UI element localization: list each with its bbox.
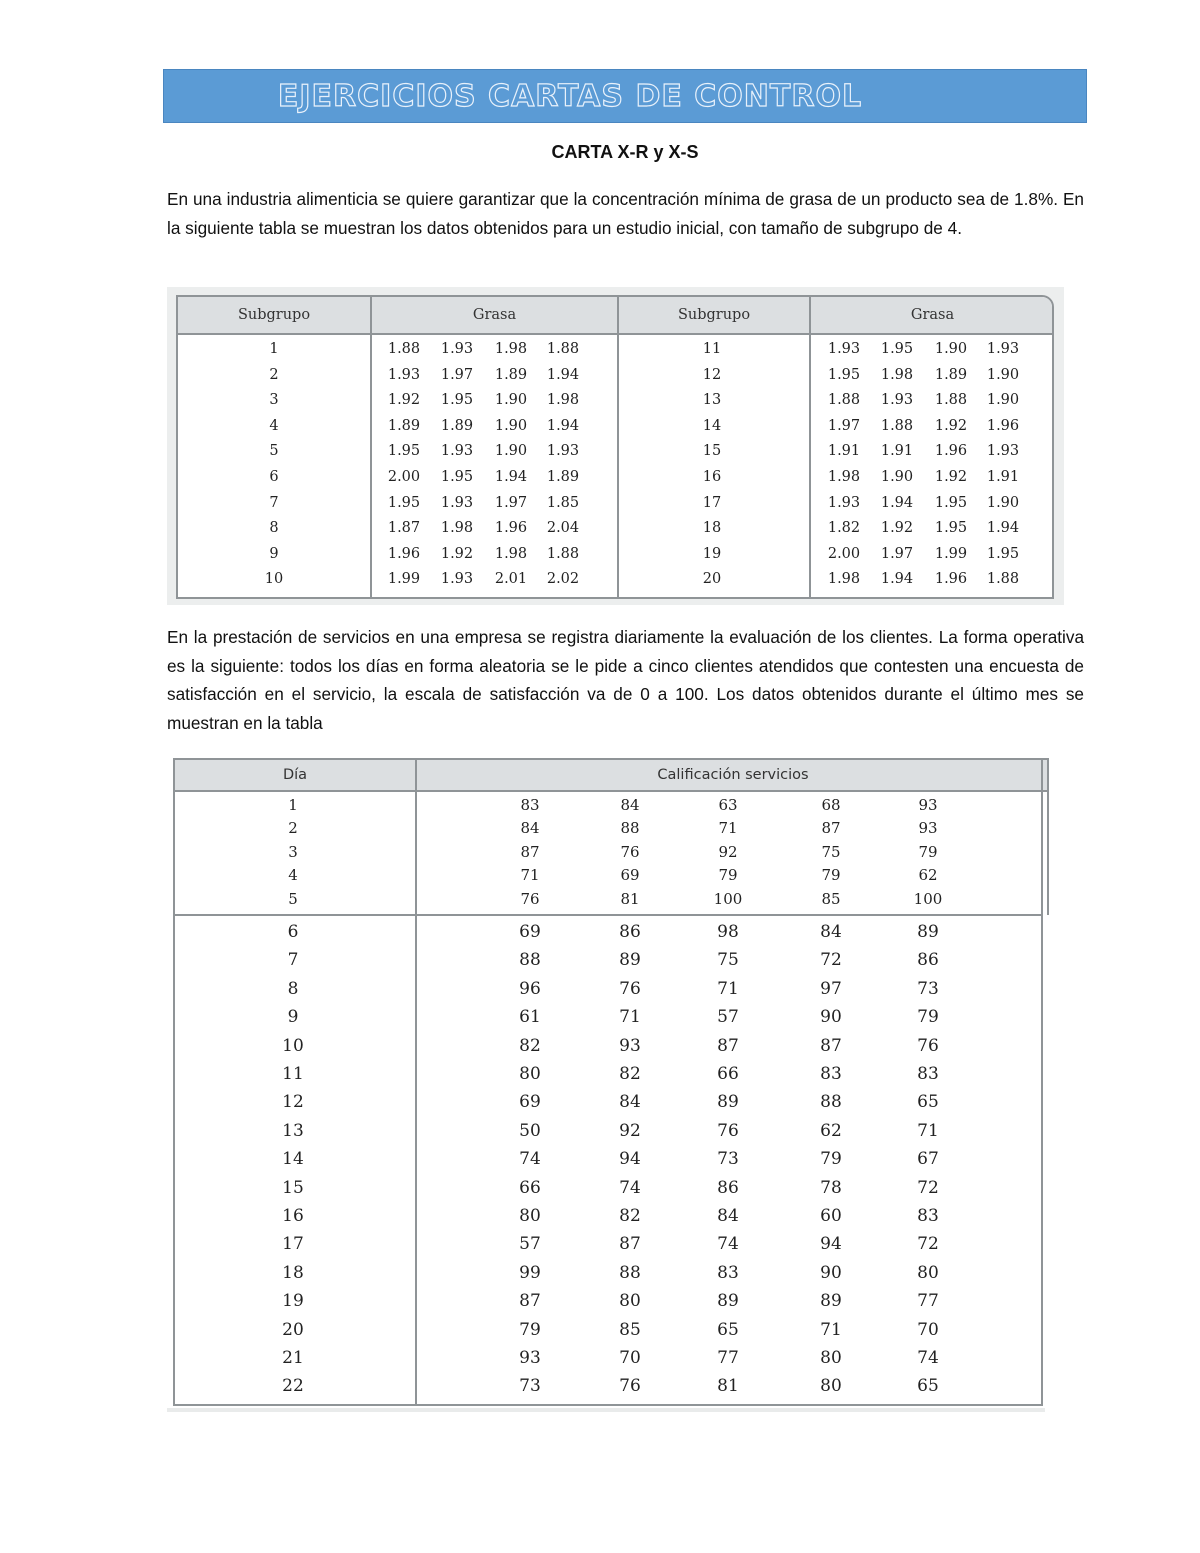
calificacion-cell: 76	[620, 842, 640, 861]
calificacion-cell: 100	[713, 889, 743, 908]
calificacion-cell: 92	[619, 1120, 641, 1141]
table-row	[175, 794, 1047, 817]
calificacion-cell: 71	[820, 1319, 842, 1340]
calificacion-cell: 70	[917, 1319, 939, 1340]
grasa-cell: 1.97	[827, 417, 861, 434]
subgrupo-cell: 12	[702, 366, 722, 383]
table-row	[175, 841, 1047, 864]
calificacion-cell: 62	[918, 866, 938, 885]
calificacion-cell: 89	[917, 922, 939, 942]
calificacion-cell: 50	[519, 1120, 541, 1141]
dia-cell: 9	[287, 1007, 299, 1028]
calificacion-cell: 79	[820, 1149, 842, 1170]
dia-cell: 18	[282, 1262, 304, 1283]
table-row	[175, 1032, 1041, 1060]
calificacion-cell: 75	[717, 950, 739, 971]
calificacion-cell: 65	[917, 1092, 939, 1113]
calificacion-cell: 81	[620, 889, 640, 908]
grasa-cell: 1.96	[986, 417, 1020, 434]
table-row	[175, 1174, 1041, 1202]
calificacion-cell: 71	[717, 978, 739, 999]
calificacion-cell: 80	[820, 1348, 842, 1368]
table-row	[175, 1145, 1041, 1173]
grasa-cell: 1.93	[440, 494, 474, 511]
grasa-cell: 1.97	[880, 545, 914, 562]
calificacion-cell: 93	[918, 819, 938, 838]
calificacion-cell: 73	[519, 1376, 541, 1397]
grasa-cell: 1.95	[440, 392, 474, 409]
grasa-cell: 1.95	[827, 366, 861, 383]
calificacion-cell: 87	[519, 1291, 541, 1312]
calificacion-cell: 87	[821, 819, 841, 838]
calificacion-cell: 86	[619, 922, 641, 942]
calificacion-cell: 65	[717, 1319, 739, 1340]
grasa-cell: 1.93	[827, 494, 861, 511]
title-banner	[163, 69, 1087, 123]
grasa-cell: 1.95	[387, 494, 421, 511]
table-row	[175, 946, 1041, 974]
calificacion-cell: 82	[619, 1064, 641, 1084]
grasa-cell: 1.88	[827, 392, 861, 409]
grasa-cell: 1.95	[986, 545, 1020, 562]
subgrupo-cell: 4	[269, 417, 279, 434]
subgrupo-cell: 18	[702, 520, 722, 537]
table-row	[178, 567, 1052, 593]
subgrupo-cell: 20	[702, 571, 722, 588]
subgrupo-cell: 17	[702, 494, 722, 511]
calificacion-cell: 61	[519, 1007, 541, 1028]
calificacion-cell: 76	[619, 978, 641, 999]
table-row	[178, 388, 1052, 414]
calificacion-cell: 57	[717, 1007, 739, 1028]
subgrupo-cell: 1	[269, 341, 279, 357]
grasa-cell: 1.93	[387, 366, 421, 383]
table-row	[178, 439, 1052, 465]
calificacion-cell: 87	[520, 842, 540, 861]
calificacion-cell: 76	[717, 1120, 739, 1141]
calificacion-cell: 90	[820, 1007, 842, 1028]
calificacion-cell: 65	[917, 1376, 939, 1397]
header-grasa-left: Grasa	[472, 307, 517, 323]
calificacion-cell: 66	[717, 1064, 739, 1084]
calificacion-cell: 84	[520, 819, 540, 838]
calificacion-cell: 90	[820, 1262, 842, 1283]
table-row	[175, 1230, 1041, 1258]
dia-cell: 12	[282, 1092, 304, 1113]
grasa-cell: 2.00	[387, 469, 421, 485]
servicios-table-bottom	[173, 914, 1043, 1406]
grasa-cell: 1.90	[494, 392, 528, 409]
grasa-cell: 1.94	[986, 520, 1020, 537]
calificacion-cell: 74	[519, 1149, 541, 1170]
calificacion-cell: 80	[519, 1206, 541, 1226]
grasa-cell: 1.94	[546, 366, 580, 383]
dia-cell: 8	[287, 978, 299, 999]
calificacion-cell: 89	[820, 1291, 842, 1312]
calificacion-cell: 88	[820, 1092, 842, 1113]
grasa-cell: 1.90	[986, 392, 1020, 409]
table-row	[175, 1003, 1041, 1031]
grasa-cell: 1.92	[880, 520, 914, 537]
subgrupo-cell: 16	[702, 469, 722, 485]
grasa-cell: 2.04	[546, 520, 580, 537]
grasa-cell: 1.98	[440, 520, 474, 537]
calificacion-cell: 77	[717, 1348, 739, 1368]
calificacion-cell: 63	[718, 796, 738, 814]
calificacion-cell: 69	[519, 922, 541, 942]
calificacion-cell: 87	[717, 1035, 739, 1056]
header-subgrupo-right: Subgrupo	[677, 307, 751, 323]
calificacion-cell: 80	[820, 1376, 842, 1397]
calificacion-cell: 66	[519, 1177, 541, 1198]
calificacion-cell: 87	[619, 1234, 641, 1255]
calificacion-cell: 83	[917, 1064, 939, 1084]
grasa-cell: 1.93	[986, 341, 1020, 357]
subgrupo-cell: 9	[269, 545, 279, 562]
grasa-cell: 1.98	[494, 545, 528, 562]
grasa-cell: 1.89	[440, 417, 474, 434]
calificacion-cell: 93	[918, 796, 938, 814]
servicios-table-header	[175, 760, 1047, 792]
grasa-cell: 1.94	[880, 494, 914, 511]
header-grasa-right: Grasa	[910, 307, 955, 323]
grasa-cell: 1.97	[440, 366, 474, 383]
grasa-cell: 1.95	[880, 341, 914, 357]
grasa-cell: 1.99	[934, 545, 968, 562]
grasa-cell: 1.90	[986, 366, 1020, 383]
grasa-cell: 1.93	[440, 341, 474, 357]
dia-cell: 7	[287, 950, 299, 971]
grasa-cell: 1.88	[387, 341, 421, 357]
subgrupo-cell: 13	[702, 392, 722, 409]
dia-cell: 19	[282, 1291, 304, 1312]
calificacion-cell: 57	[519, 1234, 541, 1255]
grasa-cell: 1.96	[494, 520, 528, 537]
subgrupo-cell: 2	[269, 366, 279, 383]
calificacion-cell: 88	[620, 819, 640, 838]
table-row	[175, 975, 1041, 1003]
calificacion-cell: 84	[619, 1092, 641, 1113]
calificacion-cell: 74	[917, 1348, 939, 1368]
calificacion-cell: 67	[917, 1149, 939, 1170]
table-row	[175, 817, 1047, 840]
calificacion-cell: 72	[917, 1177, 939, 1198]
table-row	[175, 1372, 1041, 1400]
grasa-cell: 1.88	[934, 392, 968, 409]
table-row	[175, 1344, 1041, 1372]
dia-cell: 15	[282, 1177, 304, 1198]
grasa-cell: 1.94	[494, 469, 528, 485]
calificacion-cell: 89	[717, 1291, 739, 1312]
paragraph-servicios: En la prestación de servicios en una empresa se registra diariamente la evaluación de los clientes. La forma operativa es la siguiente: todos los días en forma aleatoria se le pide a cinco clientes atendidos que contesten una encuesta de satisfacción en el servicio, la escala de satisfacción va de 0 a 100. Los datos obtenidos durante el último mes se muestran en la tabla	[167, 627, 1084, 733]
grasa-cell: 1.92	[440, 545, 474, 562]
calificacion-cell: 74	[717, 1234, 739, 1255]
calificacion-cell: 84	[717, 1206, 739, 1226]
calificacion-cell: 76	[917, 1035, 939, 1056]
calificacion-cell: 82	[519, 1035, 541, 1056]
calificacion-cell: 73	[917, 978, 939, 999]
header-calificacion: Calificación servicios	[657, 767, 809, 783]
calificacion-cell: 79	[918, 842, 938, 861]
grasa-cell: 1.82	[827, 520, 861, 537]
calificacion-cell: 80	[619, 1291, 641, 1312]
grasa-cell: 1.91	[986, 469, 1020, 485]
calificacion-cell: 89	[717, 1092, 739, 1113]
calificacion-cell: 74	[619, 1177, 641, 1198]
calificacion-cell: 69	[620, 866, 640, 885]
calificacion-cell: 71	[619, 1007, 641, 1028]
calificacion-cell: 99	[519, 1262, 541, 1283]
table-row	[178, 414, 1052, 440]
calificacion-cell: 85	[619, 1319, 641, 1340]
calificacion-cell: 84	[820, 922, 842, 942]
grasa-cell: 1.96	[934, 443, 968, 460]
calificacion-cell: 86	[917, 950, 939, 971]
dia-cell: 16	[282, 1206, 304, 1226]
subgrupo-cell: 6	[269, 469, 279, 485]
calificacion-cell: 70	[619, 1348, 641, 1368]
dia-cell: 14	[282, 1149, 304, 1170]
calificacion-cell: 96	[519, 978, 541, 999]
calificacion-cell: 94	[619, 1149, 641, 1170]
calificacion-cell: 79	[917, 1007, 939, 1028]
table-row	[178, 337, 1052, 363]
grasa-cell: 1.93	[986, 443, 1020, 460]
table-row	[178, 363, 1052, 389]
grasa-cell: 1.89	[387, 417, 421, 434]
calificacion-cell: 80	[519, 1064, 541, 1084]
grasa-table	[176, 295, 1054, 599]
grasa-cell: 1.90	[880, 469, 914, 485]
calificacion-cell: 71	[520, 866, 540, 885]
calificacion-cell: 76	[619, 1376, 641, 1397]
calificacion-cell: 88	[619, 1262, 641, 1283]
calificacion-cell: 69	[519, 1092, 541, 1113]
grasa-cell: 1.92	[387, 392, 421, 409]
grasa-cell: 1.93	[827, 341, 861, 357]
grasa-cell: 1.90	[986, 494, 1020, 511]
grasa-cell: 1.93	[440, 443, 474, 460]
table-row	[175, 1117, 1041, 1145]
grasa-table-header	[178, 297, 1052, 335]
calificacion-cell: 72	[917, 1234, 939, 1255]
dia-cell: 17	[282, 1234, 304, 1255]
table-row	[175, 1259, 1041, 1287]
dia-cell: 22	[282, 1376, 304, 1397]
calificacion-cell: 83	[917, 1206, 939, 1226]
grasa-cell: 1.94	[546, 417, 580, 434]
grasa-cell: 1.95	[934, 520, 968, 537]
table-row	[175, 1060, 1041, 1088]
grasa-table-figure	[167, 287, 1064, 605]
grasa-cell: 1.98	[880, 366, 914, 383]
grasa-cell: 1.88	[546, 341, 580, 357]
grasa-cell: 1.98	[494, 341, 528, 357]
calificacion-cell: 75	[821, 842, 841, 861]
grasa-cell: 1.91	[880, 443, 914, 460]
section-subtitle: CARTA X-R y X-S	[551, 142, 699, 162]
subgrupo-cell: 11	[702, 341, 722, 357]
grasa-cell: 1.88	[880, 417, 914, 434]
calificacion-cell: 77	[917, 1291, 939, 1312]
table-row	[175, 918, 1041, 946]
calificacion-cell: 83	[820, 1064, 842, 1084]
grasa-cell: 1.93	[880, 392, 914, 409]
dia-cell: 21	[282, 1348, 304, 1368]
calificacion-cell: 76	[520, 889, 540, 908]
calificacion-cell: 93	[619, 1035, 641, 1056]
table-row	[175, 864, 1047, 887]
table-row	[175, 1316, 1041, 1344]
calificacion-cell: 100	[913, 889, 943, 908]
grasa-cell: 1.87	[387, 520, 421, 537]
table-row	[175, 888, 1047, 911]
dia-cell: 1	[288, 796, 298, 814]
header-dia: Día	[282, 767, 308, 783]
dia-cell: 3	[288, 842, 298, 861]
subgrupo-cell: 10	[264, 571, 284, 588]
grasa-cell: 1.95	[387, 443, 421, 460]
calificacion-cell: 79	[821, 866, 841, 885]
page-title: EJERCICIOS CARTAS DE CONTROL	[277, 78, 863, 114]
dia-cell: 20	[282, 1319, 304, 1340]
grasa-cell: 1.85	[546, 494, 580, 511]
grasa-cell: 1.89	[546, 469, 580, 485]
dia-cell: 4	[288, 866, 298, 885]
calificacion-cell: 87	[820, 1035, 842, 1056]
calificacion-cell: 93	[519, 1348, 541, 1368]
table-row	[178, 542, 1052, 568]
calificacion-cell: 62	[820, 1120, 842, 1141]
grasa-cell: 2.02	[546, 571, 580, 588]
grasa-cell: 1.93	[440, 571, 474, 588]
header-subgrupo-left: Subgrupo	[237, 307, 311, 323]
grasa-cell: 2.00	[827, 545, 861, 562]
grasa-cell: 1.89	[494, 366, 528, 383]
servicios-table-top	[173, 758, 1049, 915]
subgrupo-cell: 7	[269, 494, 279, 511]
calificacion-cell: 83	[717, 1262, 739, 1283]
table-row	[178, 465, 1052, 491]
calificacion-cell: 89	[619, 950, 641, 971]
dia-cell: 10	[282, 1035, 304, 1056]
calificacion-cell: 71	[718, 819, 738, 838]
subgrupo-cell: 8	[269, 520, 279, 537]
calificacion-cell: 86	[717, 1177, 739, 1198]
subgrupo-cell: 14	[702, 417, 722, 434]
calificacion-cell: 78	[820, 1177, 842, 1198]
grasa-cell: 1.92	[934, 469, 968, 485]
table-row	[175, 1287, 1041, 1315]
grasa-cell: 1.93	[546, 443, 580, 460]
calificacion-cell: 81	[717, 1376, 739, 1397]
calificacion-cell: 71	[917, 1120, 939, 1141]
dia-cell: 5	[288, 889, 298, 908]
calificacion-cell: 85	[821, 889, 841, 908]
grasa-cell: 1.98	[827, 571, 861, 588]
dia-cell: 11	[282, 1064, 304, 1084]
calificacion-cell: 73	[717, 1149, 739, 1170]
table-row	[175, 1202, 1041, 1230]
grasa-cell: 1.95	[934, 494, 968, 511]
calificacion-cell: 60	[820, 1206, 842, 1226]
calificacion-cell: 80	[917, 1262, 939, 1283]
grasa-cell: 1.88	[986, 571, 1020, 588]
calificacion-cell: 92	[718, 842, 738, 861]
grasa-cell: 1.97	[494, 494, 528, 511]
calificacion-cell: 84	[620, 796, 640, 814]
grasa-cell: 1.96	[934, 571, 968, 588]
calificacion-cell: 98	[717, 922, 739, 942]
grasa-cell: 2.01	[494, 571, 528, 588]
subgrupo-cell: 15	[702, 443, 722, 460]
grasa-cell: 1.90	[934, 341, 968, 357]
calificacion-cell: 97	[820, 978, 842, 999]
table-row	[178, 491, 1052, 517]
subgrupo-cell: 19	[702, 545, 722, 562]
subgrupo-cell: 5	[269, 443, 279, 460]
grasa-cell: 1.94	[880, 571, 914, 588]
calificacion-cell: 94	[820, 1234, 842, 1255]
calificacion-cell: 79	[519, 1319, 541, 1340]
calificacion-cell: 68	[821, 796, 841, 814]
grasa-cell: 1.98	[546, 392, 580, 409]
table-row	[178, 516, 1052, 542]
grasa-cell: 1.96	[387, 545, 421, 562]
grasa-cell: 1.90	[494, 417, 528, 434]
calificacion-cell: 82	[619, 1206, 641, 1226]
grasa-cell: 1.89	[934, 366, 968, 383]
dia-cell: 6	[287, 922, 299, 942]
calificacion-cell: 88	[519, 950, 541, 971]
calificacion-cell: 83	[520, 796, 540, 814]
grasa-cell: 1.91	[827, 443, 861, 460]
calificacion-cell: 72	[820, 950, 842, 971]
grasa-cell: 1.90	[494, 443, 528, 460]
grasa-cell: 1.98	[827, 469, 861, 485]
table-row	[175, 1088, 1041, 1116]
grasa-cell: 1.92	[934, 417, 968, 434]
calificacion-cell: 79	[718, 866, 738, 885]
grasa-cell: 1.99	[387, 571, 421, 588]
dia-cell: 13	[282, 1120, 304, 1141]
paragraph-grasa: En una industria alimenticia se quiere garantizar que la concentración mínima de grasa de un producto sea de 1.8%. En la siguiente tabla se muestran los datos obtenidos para un estudio inicial, con tamaño de subgrupo de 4.	[167, 189, 1084, 238]
grasa-cell: 1.88	[546, 545, 580, 562]
dia-cell: 2	[288, 819, 298, 838]
subgrupo-cell: 3	[269, 392, 279, 409]
grasa-cell: 1.95	[440, 469, 474, 485]
